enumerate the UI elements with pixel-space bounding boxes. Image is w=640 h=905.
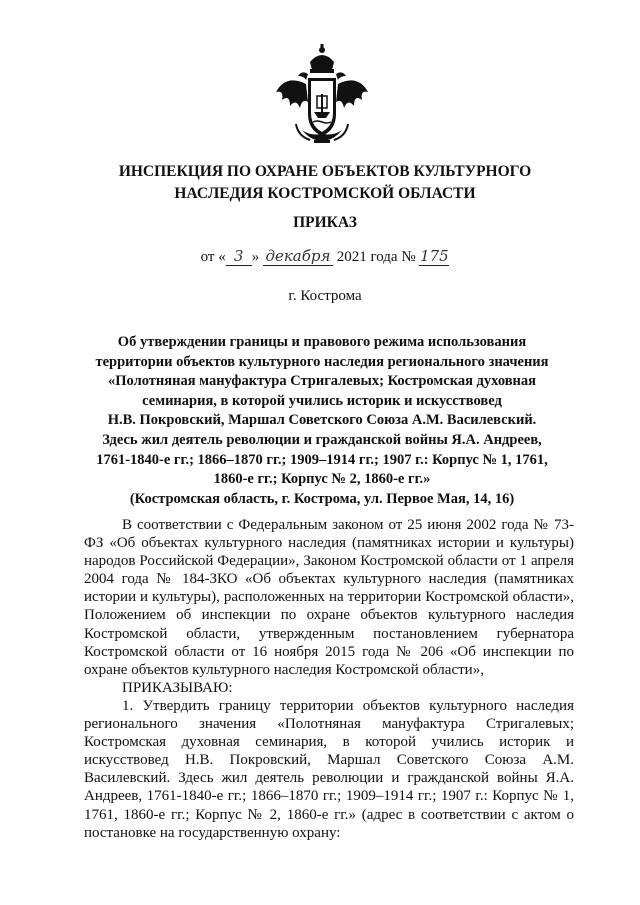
order-directive: ПРИКАЗЫВАЮ: bbox=[122, 679, 233, 696]
clause-1-paragraph: 1. Утвердить границу территории объектов культурного наследия регионального значения «Полотняная мануфактура Стригалевых; Костромская духовная семинария, в которой учились историк и искусствовед Н.В. Покровский, Маршал Советского Союза А.М. Василевский. Здесь жил деятель революции и гражданской войны Я.А. Андреев, 1761-1840-е гг.; 1866–1870 гг.; 1909–1914 гг.; 1907 г.: Корпус № 1, 1761, 1860-е гг.; Корпус № 2, 1860-е гг.» (адрес в соответствии с актом о постановке на государственную охрану: bbox=[84, 697, 574, 841]
order-title bbox=[88, 333, 556, 509]
organization-name-line1: ИНСПЕКЦИЯ ПО ОХРАНЕ ОБЪЕКТОВ КУЛЬТУРНОГО bbox=[118, 163, 532, 180]
city: г. Кострома bbox=[288, 288, 362, 304]
order-title-line: Здесь жил деятель революции и гражданской войны Я.А. Андреев, bbox=[102, 431, 542, 448]
order-title-line: 1860-е гг.; Корпус № 2, 1860-е гг.» bbox=[213, 471, 431, 488]
preamble-paragraph: В соответствии с Федеральным законом от 25 июня 2002 года № 73-ФЗ «Об объектах культурного наследия (памятниках истории и культуры) народов Российской Федерации», Законом Костромской области от 1 апреля 2004 года № 184-ЗКО «Об объектах культурного наследия (памятниках истории и культуры), расположенных на территории Костромской области», Положением об инспекции по охране объектов культурного наследия Костромской области, утвержденным постановлением губернатора Костромской области от 16 ноября 2015 года № 206 «Об инспекции по охране объектов культурного наследия Костромской области», bbox=[84, 517, 574, 678]
order-body bbox=[84, 516, 574, 842]
order-title-line: (Костромская область, г. Кострома, ул. Первое Мая, 14, 16) bbox=[129, 490, 515, 507]
order-title-line: Об утверждении границы и правового режима использования bbox=[117, 334, 527, 350]
coat-of-arms-emblem bbox=[272, 44, 372, 148]
organization-name-line2: НАСЛЕДИЯ КОСТРОМСКОЙ ОБЛАСТИ bbox=[174, 185, 476, 202]
date-mid: » bbox=[251, 249, 260, 265]
date-year: 2021 года № bbox=[336, 249, 416, 265]
order-title-line: территории объектов культурного наследия регионального значения bbox=[95, 353, 549, 370]
order-title-line: 1761-1840-е гг.; 1866–1870 гг.; 1909–1914 гг.; 1907 г.: Корпус № 1, 1761, bbox=[96, 451, 548, 468]
date-month: декабря bbox=[263, 247, 333, 266]
organization-name bbox=[60, 161, 590, 205]
date-day: 3 bbox=[226, 247, 252, 266]
order-title-line: «Полотняная мануфактура Стригалевых; Костромская духовная bbox=[107, 373, 537, 390]
date-prefix: от « bbox=[200, 249, 226, 265]
order-label: ПРИКАЗ bbox=[293, 214, 357, 231]
order-date-line bbox=[60, 247, 590, 266]
order-number: 175 bbox=[420, 247, 449, 265]
order-title-line: семинария, в которой учились историк и искусствовед bbox=[142, 392, 502, 409]
order-title-line: Н.В. Покровский, Маршал Советского Союза А.М. Василевский. bbox=[107, 412, 537, 429]
